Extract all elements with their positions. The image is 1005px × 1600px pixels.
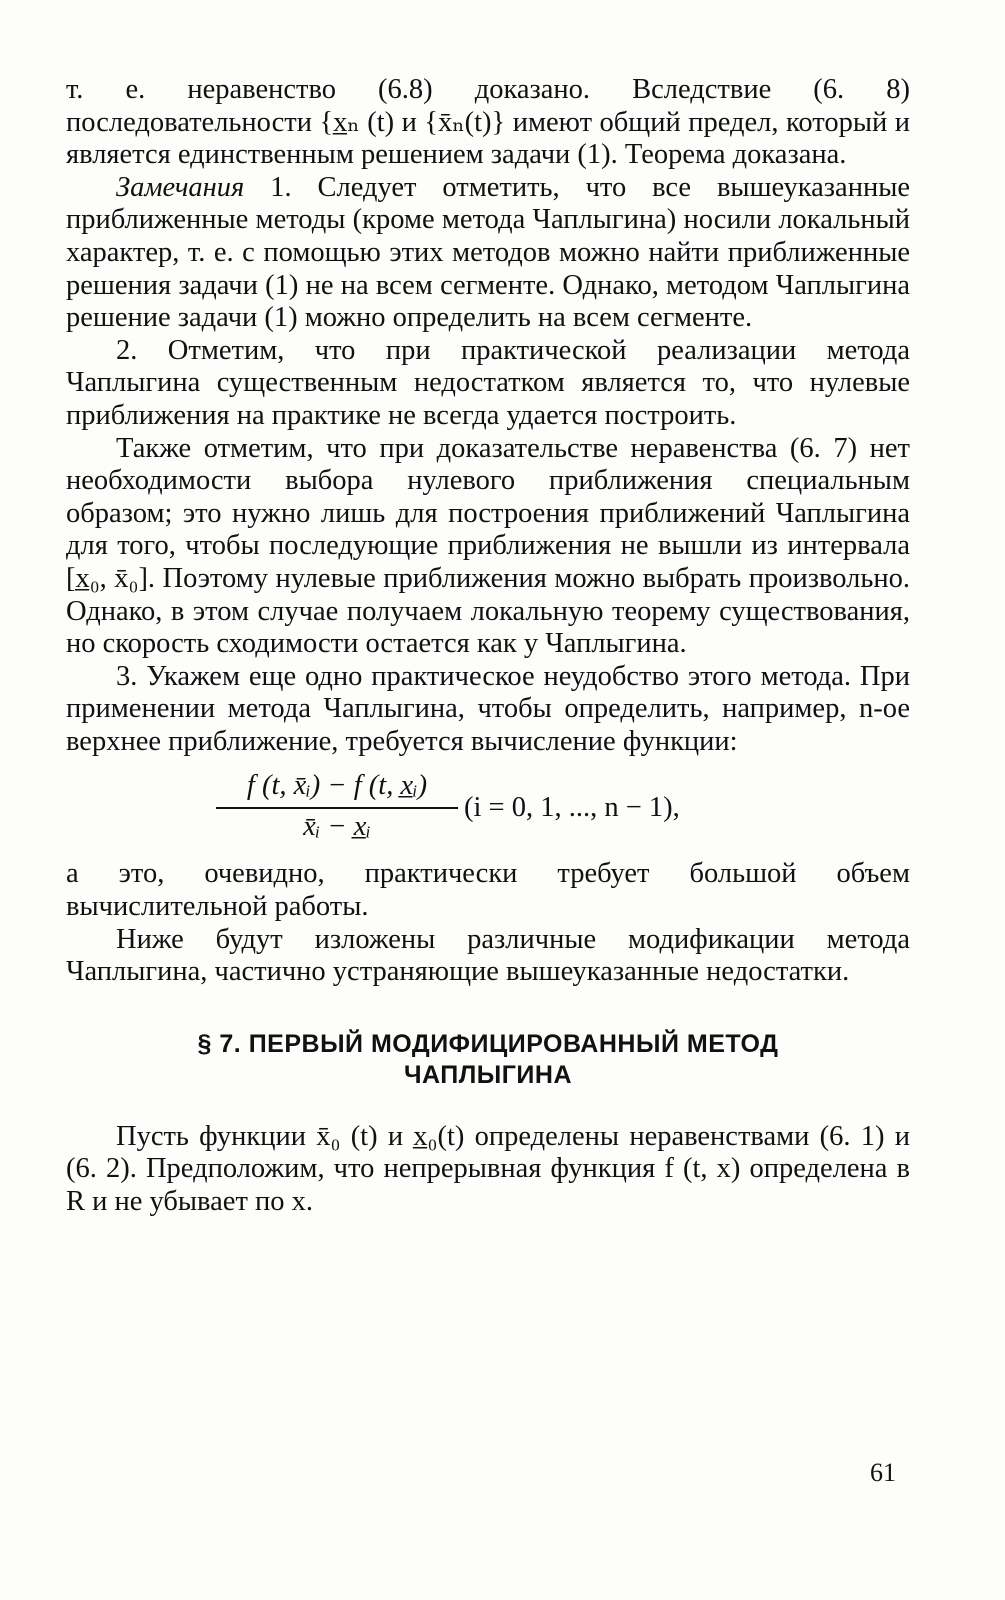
paragraph-remark-2-cont: Также отметим, что при доказательстве неравенства (6. 7) нет необходимости выбора нулевого приближения специальным образом; это нужно лишь для построения приближений Чаплыгина для того, чтобы последующие приближения не вышли из интервала [x̲₀, x̄₀]. Поэтому нулевые приближения можно выбрать произвольно. Однако, в этом случае получаем локальную теорему существования, но скорость сходимости остается как у Чаплыгина. xyxy=(66,432,910,660)
paragraph-remark-2: 2. Отметим, что при практической реализации метода Чаплыгина существенным недостатком является то, что нулевые приближения на практике не всегда удается построить. xyxy=(66,334,910,431)
formula-difference-quotient xyxy=(66,768,910,848)
fraction-numerator: f (t, x̄ᵢ) − f (t, x̲ᵢ) xyxy=(216,770,458,809)
heading-line-2: ЧАПЛЫГИНА xyxy=(403,1060,573,1089)
heading-line-1: § 7. ПЕРВЫЙ МОДИФИЦИРОВАННЫЙ МЕТОД xyxy=(197,1029,779,1058)
paragraph-remark-3: 3. Укажем еще одно практическое неудобство этого метода. При применении метода Чаплыгина, чтобы определить, например, n-ое верхнее приближение, требуется вычисление функции: xyxy=(66,660,910,757)
remark-1-text: 1. Следует отметить, что все вышеуказанные приближенные методы (кроме метода Чаплыгина) носили локальный характер, т. е. с помощью этих методов можно найти приближенные решения задачи (1) не на всем сегменте. Однако, методом Чаплыгина решение задачи (1) можно определить на всем сегменте. xyxy=(66,171,910,334)
paragraph-modifications: Ниже будут изложены различные модификации метода Чаплыгина, частично устраняющие вышеуказанные недостатки. xyxy=(66,923,910,988)
paragraph-section-7-start: Пусть функции x̄₀ (t) и x̲₀(t) определены неравенствами (6. 1) и (6. 2). Предположим, что непрерывная функция f (t, x) определена в R и не убывает по x. xyxy=(66,1120,910,1218)
page-text xyxy=(66,74,910,1219)
formula-condition: (i = 0, 1, ..., n − 1), xyxy=(464,792,680,824)
paragraph-remark-3-cont: а это, очевидно, практически требует большой объем вычислительной работы. xyxy=(66,858,910,923)
paragraph-theorem-end: т. е. неравенство (6.8) доказано. Вследствие (6. 8) последовательности {x̲ₙ (t) и {x̄ₙ(t)} имеют общий предел, который и является единственным решением задачи (1). Теорема доказана. xyxy=(66,74,910,171)
page-number: 61 xyxy=(870,1458,896,1487)
paragraph-remark-1 xyxy=(66,172,910,335)
section-heading xyxy=(66,1029,910,1091)
remarks-label: Замечания xyxy=(116,171,245,203)
fraction-denominator: x̄ᵢ − x̲ᵢ xyxy=(303,811,371,843)
fraction xyxy=(216,770,458,843)
